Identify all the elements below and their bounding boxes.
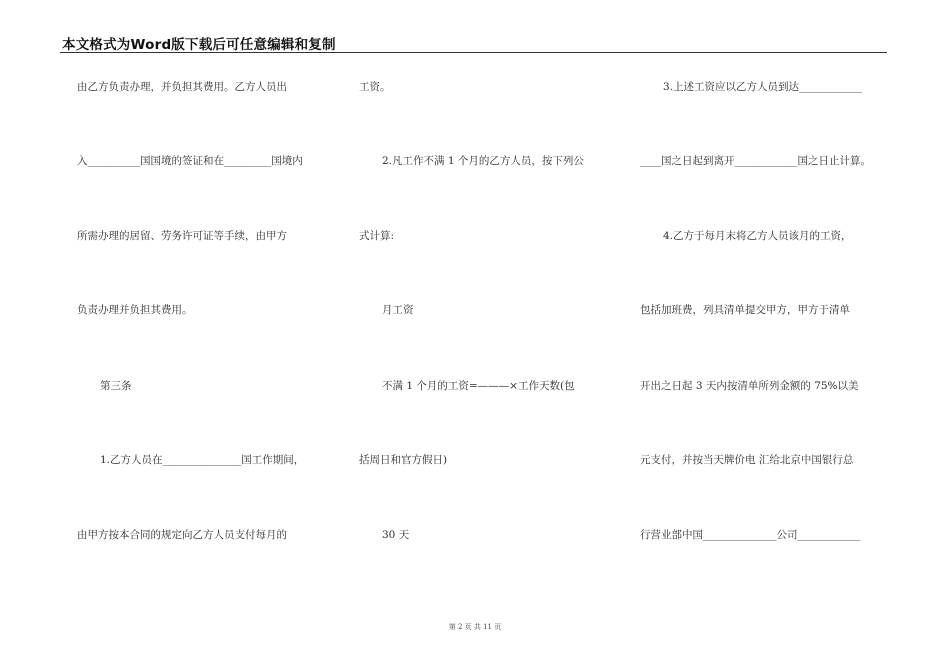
header-divider	[60, 52, 887, 53]
left-line-3: 所需办理的居留、劳务许可证等手续，由甲方	[77, 230, 287, 242]
left-line-5-article-heading: 第三条	[100, 380, 132, 392]
middle-line-1: 工资。	[359, 81, 391, 93]
middle-line-6: 括周日和官方假日)	[359, 454, 448, 466]
middle-line-4: 月工资	[382, 304, 414, 316]
right-line-3: 4.乙方于每月末将乙方人员该月的工资，	[663, 230, 852, 242]
middle-line-7: 30 天	[382, 529, 410, 541]
left-line-2: 入__________国国境的签证和在_________国境内	[77, 155, 303, 167]
right-line-6: 元支付，并按当天牌价电 汇给北京中国银行总	[640, 454, 854, 466]
right-line-5: 开出之日起 3 天内按清单所列金额的 75%以美	[640, 380, 859, 392]
middle-line-2: 2.凡工作不满 1 个月的乙方人员，按下列公	[382, 155, 584, 167]
middle-line-5: 不满 1 个月的工资=———×工作天数(包	[382, 380, 575, 392]
right-line-4: 包括加班费，列具清单提交甲方，甲方于清单	[640, 304, 850, 316]
left-line-1: 由乙方负责办理，并负担其费用。乙方人员出	[77, 81, 287, 93]
left-line-7: 由甲方按本合同的规定向乙方人员支付每月的	[77, 529, 287, 541]
right-line-7: 行营业部中国______________公司____________	[640, 529, 861, 541]
page-number-footer: 第 2 页 共 11 页	[448, 623, 502, 631]
document-header-title: 本文格式为Word版下载后可任意编辑和复制	[62, 37, 336, 53]
right-line-1: 3.上述工资应以乙方人员到达____________	[663, 81, 863, 93]
left-line-6: 1.乙方人员在_______________国工作期间，	[100, 454, 305, 466]
left-line-4: 负责办理并负担其费用。	[77, 304, 193, 316]
right-line-2: ____国之日起到离开____________国之日止计算。	[640, 155, 871, 167]
middle-line-3: 式计算:	[359, 230, 395, 242]
